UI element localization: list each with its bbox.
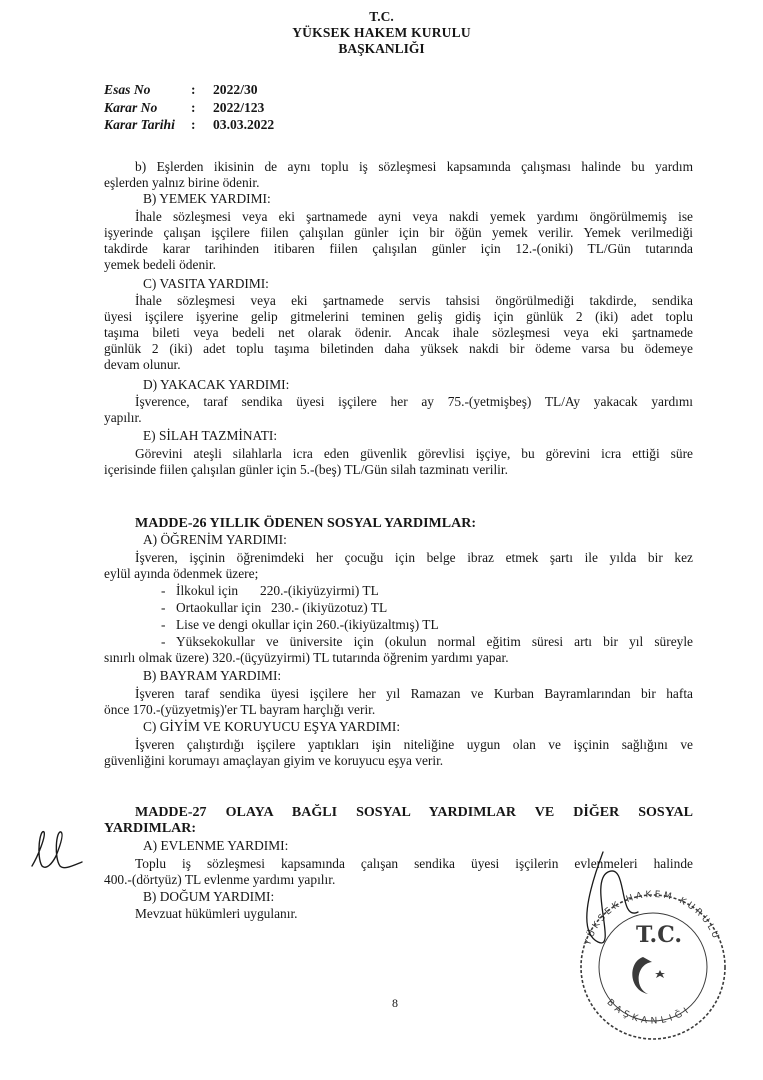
section-heading-giyim: C) GİYİM VE KORUYUCU EŞYA YARDIMI: bbox=[143, 719, 401, 734]
stamp-center-text: T.C. bbox=[636, 922, 682, 948]
header-presidency: BAŞKANLIĞI bbox=[338, 41, 425, 56]
section-heading-evlenme: A) EVLENME YARDIMI: bbox=[143, 838, 289, 853]
section-heading-yemek: B) YEMEK YARDIMI: bbox=[143, 191, 271, 206]
body-line: takdirde karar tarihinden itibaren fiilen çalışılan günler için 12.-(oniki) TL/Gün tutarında bbox=[104, 241, 693, 256]
body-line: Görevini ateşli silahlarla icra eden güvenlik görevlisi işçiye, bu görevini icra ettiği süre bbox=[135, 446, 693, 461]
bullet-dash: - bbox=[161, 600, 166, 615]
bullet-yuksekokul: Yüksekokullar ve üniversite için (okulun normal eğitim süresi artı bir yıl süreyle bbox=[176, 634, 693, 649]
body-line: İşveren çalıştırdığı işçilere yaptıkları işin niteliğine uygun olan ve işçinin sağlığını ve bbox=[135, 737, 693, 752]
body-line: İşverence, taraf sendika üyesi işçilere her ay 75.-(yetmişbeş) TL/Ay yakacak yardımı bbox=[135, 394, 693, 409]
esas-label: Esas No bbox=[104, 82, 151, 97]
body-line: İhale sözleşmesi veya eki şartnamede ayni veya nakdi yemek yardımı öngörülmemiş ise bbox=[135, 209, 693, 224]
header-institution: YÜKSEK HAKEM KURULU bbox=[292, 25, 471, 40]
body-line: güvenliğini korumayı amaçlayan giyim ve koruyucu eşya verir. bbox=[104, 753, 444, 768]
section-heading-dogum: B) DOĞUM YARDIMI: bbox=[143, 889, 275, 904]
body-line: günlük 2 (iki) adet toplu taşıma biletinden daha yüksek nakdi bir ödeme varsa bu ödemeye bbox=[104, 341, 693, 356]
body-line: üyesi işçilere işyerine gelip gitmelerini teminen geliş gidiş için günlük 2 (iki) adet toplu bbox=[104, 309, 693, 324]
esas-value: 2022/30 bbox=[213, 82, 258, 97]
karar-row bbox=[104, 100, 274, 118]
body-line: b) Eşlerden ikisinin de aynı toplu iş sözleşmesi kapsamında çalışması halinde bu yardım bbox=[135, 159, 693, 174]
svg-text:BAŞKANLIĞI bbox=[605, 998, 694, 1027]
esas-row bbox=[104, 82, 274, 100]
bullet-ortaokul-amount: 230.- (ikiyüzotuz) TL bbox=[271, 600, 388, 615]
bullet-lise: Lise ve dengi okullar için 260.-(ikiyüzaltmış) TL bbox=[176, 617, 439, 632]
karar-label: Karar No bbox=[104, 99, 158, 115]
page-number: 8 bbox=[392, 996, 398, 1010]
section-heading-silah: E) SİLAH TAZMİNATI: bbox=[143, 428, 278, 443]
stamp-ring-top: YÜKSEK HAKEM KURULU bbox=[583, 889, 722, 947]
tarih-row bbox=[104, 117, 274, 135]
body-line: işyerinde çalışan işçilere fiilen çalışılan günler için bir öğün yemek verilir. Yemek verilmediği bbox=[104, 225, 693, 240]
karar-value: 2022/123 bbox=[213, 99, 265, 115]
header-tc: T.C. bbox=[369, 9, 394, 24]
body-line: eylül ayında ödenmek üzere; bbox=[104, 566, 259, 581]
bullet-dash: - bbox=[161, 583, 166, 598]
stamp-ring-bottom: BAŞKANLIĞI bbox=[604, 997, 694, 1027]
article-27-heading: MADDE-27 OLAYA BAĞLI SOSYAL YARDIMLAR VE DİĞER SOSYAL bbox=[135, 805, 693, 820]
body-line: yemek bedeli ödenir. bbox=[104, 257, 216, 272]
section-heading-vasita: C) VASITA YARDIMI: bbox=[143, 276, 269, 291]
tarih-label: Karar Tarihi bbox=[104, 117, 175, 132]
body-line: 400.-(dörtyüz) TL evlenme yardımı yapılır. bbox=[104, 872, 336, 887]
article-27-heading-cont: YARDIMLAR: bbox=[104, 821, 197, 836]
section-heading-bayram: B) BAYRAM YARDIMI: bbox=[143, 668, 282, 683]
body-line: taşıma bileti veya bedeli net olarak ödenir. Ancak ihale sözleşmesi veya eki şartnamede bbox=[104, 325, 693, 340]
handwritten-initials-icon bbox=[28, 826, 90, 878]
karar-colon: : bbox=[191, 99, 196, 115]
tarih-colon: : bbox=[191, 117, 196, 132]
official-stamp-icon bbox=[548, 842, 738, 1042]
bullet-ilkokul-amount: 220.-(ikiyüzyirmi) TL bbox=[260, 583, 379, 598]
body-line: İşveren, işçinin öğrenimdeki her çocuğu için belge ibraz etmek şartı ile yılda bir kez bbox=[135, 550, 693, 565]
body-line: devam olunur. bbox=[104, 357, 181, 372]
body-line: Mevzuat hükümleri uygulanır. bbox=[135, 906, 298, 921]
bullet-dash: - bbox=[161, 617, 166, 632]
body-line: Toplu iş sözleşmesi kapsamında çalışan sendika üyesi işçilerin evlenmeleri halinde bbox=[135, 856, 693, 871]
body-line: içerisinde fiilen çalışılan günler için 5.-(beş) TL/Gün silah tazminatı verilir. bbox=[104, 462, 508, 477]
body-line: yapılır. bbox=[104, 410, 142, 425]
section-heading-yakacak: D) YAKACAK YARDIMI: bbox=[143, 377, 290, 392]
tarih-value: 03.03.2022 bbox=[213, 117, 275, 132]
body-line: önce 170.-(yüzyetmiş)'er TL bayram harçlığı verir. bbox=[104, 702, 376, 717]
article-26-heading: MADDE-26 YILLIK ÖDENEN SOSYAL YARDIMLAR: bbox=[135, 516, 476, 531]
esas-colon: : bbox=[191, 82, 196, 97]
body-line: İhale sözleşmesi veya eki şartnamede servis tahsisi öngörülmediği takdirde, sendika bbox=[135, 293, 693, 308]
section-heading-ogrenim: A) ÖĞRENİM YARDIMI: bbox=[143, 532, 287, 547]
body-line: İşveren taraf sendika üyesi işçilere her yıl Ramazan ve Kurban Bayramlarından bir hafta bbox=[135, 686, 693, 701]
body-line: eşlerden yalnız birine ödenir. bbox=[104, 175, 260, 190]
body-line: sınırlı olmak üzere) 320.-(üçyüzyirmi) TL tutarında öğrenim yardımı yapar. bbox=[104, 650, 509, 665]
case-metadata bbox=[104, 82, 274, 135]
bullet-ortaokul-label: Ortaokullar için bbox=[176, 600, 262, 615]
bullet-ilkokul-label: İlkokul için bbox=[176, 583, 239, 598]
bullet-dash: - bbox=[161, 634, 166, 649]
